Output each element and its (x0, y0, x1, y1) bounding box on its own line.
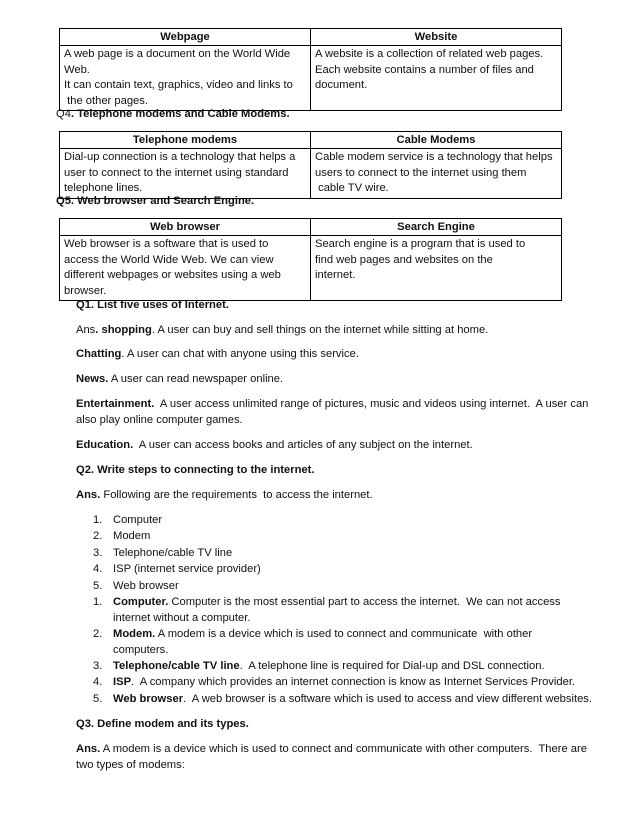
list-number: 3. (93, 660, 103, 672)
list-text: Computer (113, 514, 163, 526)
list-text: Web browser (113, 579, 179, 592)
ans-text: A modem is a device which is used to connect and communicate with other computers. There are (100, 743, 587, 755)
q1-answer-chatting (76, 346, 596, 362)
use-term: . shopping (95, 324, 152, 336)
use-text: A user can read newspaper online. (108, 373, 284, 385)
q2-answer-intro (76, 487, 596, 503)
q3-title: Q3. Define modem and its types. (76, 718, 249, 730)
list-text: . A company which provides an internet connection is know as Internet Services Provider. (131, 676, 576, 689)
list-number: 2. (93, 530, 103, 543)
ans-label: Ans. (76, 489, 101, 501)
use-text: . A user can buy and sell things on the internet while sitting at home. (151, 324, 489, 336)
list-item (76, 658, 596, 674)
list-text-cont: computers. (113, 644, 169, 656)
cell-line: Dial-up connection is a technology that helps a (64, 151, 296, 163)
cell-line: Web browser is a software that is used to (64, 238, 269, 250)
table-header-cell: Telephone modems (60, 132, 311, 149)
q1-answer-shopping (76, 322, 596, 338)
table-cell (311, 149, 562, 199)
cell-line: cable TV wire. (315, 182, 389, 194)
use-term: Entertainment. (76, 398, 155, 410)
table-cell (60, 236, 311, 301)
list-text: A modem is a device which is used to connect and communicate with other (155, 628, 533, 640)
q2-heading (76, 462, 596, 478)
cell-line: different webpages or websites using a web (64, 269, 281, 281)
list-text-cont: internet without a computer. (113, 612, 251, 624)
table-header-cell: Website (311, 29, 562, 46)
use-term: Education. (76, 439, 134, 451)
table-header-row (60, 29, 562, 46)
list-term: Telephone/cable TV line (113, 660, 240, 672)
list-term: Web browser (113, 692, 184, 705)
cell-line: A website is a collection of related web pages. (315, 48, 544, 60)
list-text: Modem (113, 530, 151, 543)
table-cell (60, 46, 311, 111)
list-item (76, 578, 596, 594)
list-number: 1. (93, 596, 103, 608)
para-line: two types of modems: (76, 759, 185, 771)
q4-title: . Telephone modems and Cable Modems. (70, 108, 290, 120)
list-number: 5. (93, 579, 103, 592)
list-text: ISP (internet service provider) (113, 563, 261, 576)
table-cell (311, 236, 562, 301)
q4-heading (56, 106, 290, 122)
list-text: Telephone/cable TV line (113, 546, 233, 559)
para-line (76, 741, 596, 757)
list-term: ISP (113, 676, 132, 689)
ans-label: Ans (76, 324, 96, 336)
list-text: Computer is the most essential part to access the internet. We can not access (168, 596, 561, 608)
list-number: 3. (93, 546, 103, 559)
table-header-row (60, 132, 562, 149)
table-cell (60, 149, 311, 199)
cell-line: Web. (64, 63, 90, 76)
q5-heading (56, 193, 254, 209)
list-item (76, 545, 596, 561)
cell-line: telephone lines. (64, 182, 143, 194)
cell-line: document. (315, 79, 368, 91)
list-item (76, 674, 596, 690)
cell-line: browser. (64, 284, 107, 297)
q5-title: Q5. Web browser and Search Engine. (56, 195, 255, 207)
q4-number: Q4 (56, 108, 71, 120)
cell-line: Each website contains a number of files and (315, 63, 534, 76)
cell-line: users to connect to the internet using them (315, 166, 527, 179)
list-item (76, 512, 596, 528)
q1-answer-news (76, 371, 596, 387)
modems-table (59, 131, 562, 199)
webpage-vs-website-table (59, 28, 562, 111)
cell-line: user to connect to the internet using standard (64, 166, 289, 179)
cell-line: A web page is a document on the World Wide (64, 48, 291, 60)
list-item (76, 594, 596, 626)
q1-answer-entertainment (76, 396, 596, 428)
requirements-list (76, 512, 596, 594)
table-row (60, 236, 562, 301)
cell-line: find web pages and websites on the (315, 253, 493, 266)
cell-line: Search engine is a program that is used to (315, 238, 526, 250)
requirements-detail-list (76, 594, 596, 707)
list-item (76, 626, 596, 658)
list-text: . A telephone line is required for Dial-up and DSL connection. (239, 660, 545, 672)
use-text: A user can access books and articles of any subject on the internet. (133, 439, 473, 451)
list-item (76, 691, 596, 707)
table-header-cell: Search Engine (311, 219, 562, 236)
table-header-cell: Webpage (60, 29, 311, 46)
cell-line: Cable modem service is a technology that helps (315, 151, 553, 163)
use-term: News. (76, 373, 109, 385)
table-header-cell: Web browser (60, 219, 311, 236)
list-term: Modem. (113, 628, 156, 640)
q3-answer (76, 741, 596, 773)
use-text: A user access unlimited range of pictures, music and videos using internet. A user can (154, 398, 589, 410)
list-number: 2. (93, 628, 103, 640)
ans-text: Following are the requirements to access the internet. (100, 489, 373, 501)
para-line: also play online computer games. (76, 414, 243, 426)
cell-line: It can contain text, graphics, video and links to (64, 79, 293, 91)
q3-heading (76, 716, 596, 732)
table-row (60, 46, 562, 111)
table-header-row (60, 219, 562, 236)
table-row (60, 149, 562, 199)
cell-line: internet. (315, 269, 356, 281)
table-header-cell: Cable Modems (311, 132, 562, 149)
cell-line: the other pages. (64, 94, 148, 107)
use-text: . A user can chat with anyone using this service. (121, 348, 359, 360)
ans-label: Ans. (76, 743, 101, 755)
para-line (76, 396, 596, 412)
table-cell (311, 46, 562, 111)
list-number: 4. (93, 676, 103, 689)
list-item (76, 561, 596, 577)
q1-title: Q1. List five uses of Internet. (76, 299, 229, 311)
list-text: . A web browser is a software which is used to access and view different websites. (183, 692, 593, 705)
q1-answer-education (76, 437, 596, 453)
browser-vs-engine-table (59, 218, 562, 301)
q1-heading (76, 297, 596, 313)
list-term: Computer. (113, 596, 169, 608)
cell-line: access the World Wide Web. We can view (64, 253, 274, 266)
list-number: 5. (93, 692, 103, 705)
list-number: 4. (93, 563, 103, 576)
q2-title: Q2. Write steps to connecting to the internet. (76, 464, 315, 476)
list-item (76, 528, 596, 544)
use-term: Chatting (76, 348, 122, 360)
list-number: 1. (93, 514, 103, 526)
